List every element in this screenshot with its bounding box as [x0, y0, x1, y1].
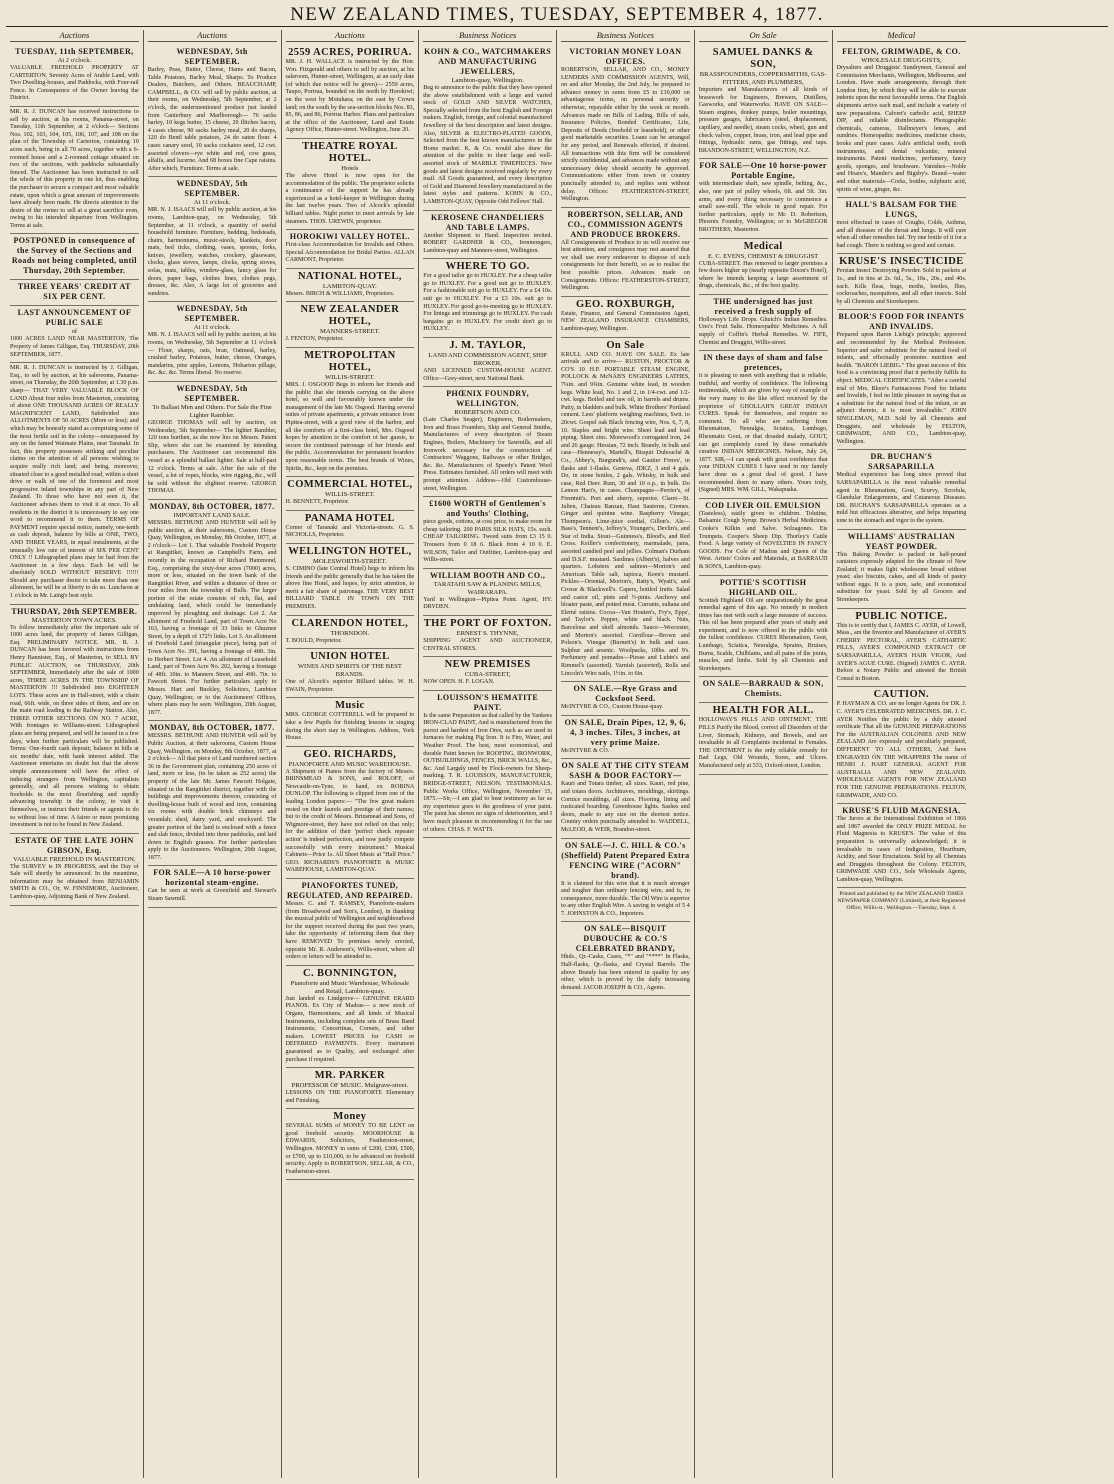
advertisement: [10, 306, 139, 363]
advertisement: [837, 804, 967, 888]
advertisement: [837, 450, 967, 529]
advertisement: [286, 649, 415, 698]
ad-body: Corner of Taranaki and Victoria-streets. G. S. NICHOLLS, Proprietor.: [285, 524, 415, 539]
ad-body: Messrs. C. and T. RAMSEY, Pianoforte-makers (from Broadwood and Son's, London), in thanking the musical public of Wellington and neighbourhood for the support received during the past two years, take the opportunity of informing them that they have REMOVED To premises newly erected, opposite Mr. R. Anderson's, Willis-street, where all orders or letters will be attended to.: [285, 901, 415, 961]
ad-subheading: MASTERTON TOWN ACRES.: [31, 616, 117, 624]
advertisement: [286, 544, 415, 616]
advertisement: [148, 866, 277, 907]
ad-subheading: At 11 o'clock.: [193, 324, 231, 332]
ad-heading: NATIONAL HOTEL,: [297, 270, 402, 282]
ad-body: AND LICENSED CUSTOM-HOUSE AGENT. Office—Grey-street, next National Bank.: [423, 368, 552, 382]
ad-body: Kauri and Totara timber, all sizes. Kauri, red pine, and totara doors. Architraves, mouldings, skirtings. Cornice mouldings, all sizes. Flooring, lining and rusticated boarding. Greenhouse lights. Sashes and doors, made to any size on the shortest notice. Country orders punctually attended to. WADDELL, McLEOD, & WEIR, Brandon-street.: [561, 781, 690, 833]
advertisement: [10, 605, 139, 834]
ad-body: MR. R. J. DUNCAN has received instructions to sell by auction, at his rooms, Panama-street, on Tuesday, 11th September, at 2 o'clock— Sections Nos. 102, 103, 104, 105, 106, 107, and 108 on the plan of the Township of Carterton, containing 10 acres each, being in all 70 acres, together with a 6-roomed house and a 2-roomed cottage situated on two of the sections, with paddocks substantially fenced. The Auctioneer has been instructed to sell the whole of this property in one lot, thus enabling the purchaser to secure a compact and most valuable estate, upon which a great amount of improvements have already been made. He directs attention to the desire of the owner to sell at a great sacrifice even, owing to his intended departure from Wellington. Terms at sale.: [10, 108, 139, 229]
ad-subheading: WILLIS-STREET.: [324, 491, 375, 499]
ad-body: A Shipment of Pianos from the factory of Messrs. BRINSMEAD & SONS, and ROLOFF, of Newcastle-on-Tyne, to hand, ex ROBINA DUNLOP. The following is clipped from one of the leading London papers:— "The few great makers rested on their laurels and prestige of their names; but to the credit of Messrs. Brinsmead and Sons, of Wigmore-street, they have not relied on that only; for the addition of their 'perfect check repeater action' is indeed perfection, and now justly compete successfully with every instrument." Musical Cabinets—Price 1s. All Sheet Music at "Half Price." GEO. RICHARDS'S PIANOFORTE & MUSIC WAREHOUSE, LAMBTON-QUAY.: [285, 768, 415, 874]
ad-heading: KEROSENE CHANDELIERS AND TABLE LAMPS.: [431, 212, 545, 232]
advertisement: [561, 839, 690, 923]
ad-subheading: Hotels: [341, 164, 359, 172]
ad-body: The Jurors at the International Exhibition of 1866 and 1867 awarded the ONLY PRIZE MEDAL for Fluid Magnesia to KRUSE'S. The value of this preparation is universally acknowledged; it is invaluable in cases of Indigestion, Heartburn, Acidity, and Sour Eructations. Sold by all Chemists and Druggists throughout the Colony. FELTON, GRIMWADE AND CO., Sole Wholesale Agents, Lambton-quay, Wellington.: [836, 816, 967, 883]
ad-body: Messrs. BIRCH & WILLIAMS, Proprietors.: [285, 290, 395, 297]
ad-body: McINTYRE & CO., Custom House-quay.: [561, 704, 664, 711]
ad-body: Hhds., Qr.-Casks, Cases, "*" and "****" In Flasks, Half-flasks, Qr.-flasks, and Crystal Barrels. The above Brandy has been entered in quality by any other, which is proved by the daily increasing demand. JACOB JOSEPH & CO., Agents.: [561, 954, 690, 991]
advertisement: [699, 351, 828, 499]
section-heading: Business Notices: [423, 30, 552, 42]
ad-body: Holloway's Life Drops. Ghutch's Indian Remedies. Uno's Fruit Salts. Homeopathic Medicines. A full supply of Coffin's Herbal Remedies. W. FIFE, Chemist and Druggist, Willis-street.: [698, 316, 828, 346]
advertisement: [10, 234, 139, 280]
ad-heading: C. BONNINGTON,: [302, 967, 397, 979]
ad-body: Medical experience has long since proved that SARSAPARILLA is the most valuable remedial agent in Rheumatism, Gout, Scurvy, Scrofula, Glandular Enlargements, and Cutaneous Diseases. DR. BUCHAN'S SARSAPARILLA operates as a mild but efficacious alterative, and helps imparting tone to the stomach and vigor to the system.: [836, 472, 967, 524]
ad-body: Scottish Highland Oil are unquestionably the great remedial agent of this age. No remedy in modern times has met with such a large measure of success. This oil has been prepared after years of study and experiment, and is now offered to the public with the fullest confidence. CURES Rheumatism, Gout, Lumbago, Sciatica, Neuralgia, Sprains, Bruises, Burns, Scalds, Chilblains, and all pains of the joints, muscles, and limbs. Sold by all Chemists and Storekeepers.: [698, 597, 828, 672]
advertisement: [423, 569, 552, 616]
ad-heading: PHŒNIX FOUNDRY, WELLINGTON.: [446, 389, 529, 409]
ad-subheading: VALUABLE FREEHOLD IN MASTERTON.: [13, 855, 136, 863]
ad-body: Another Shipment to Hand. Inspection invited. ROBERT GARDNER & CO., Ironmongers, Lambton-quay and Manners-street, Wellington.: [423, 232, 552, 254]
ad-heading: ROBERTSON, SELLAR, AND CO., COMMISSION AGENTS AND PRODUCE BROKERS.: [567, 209, 684, 239]
advertisement: [423, 338, 552, 387]
ad-heading: ON SALE AT THE CITY STEAM SASH & DOOR FACTORY—: [561, 761, 690, 781]
advertisement: [837, 687, 967, 804]
ad-heading: SAMUEL DANKS & SON,: [712, 47, 814, 70]
ad-body: SHIPPING AGENT AND AUCTIONEER, CENTRAL STORES.: [423, 637, 552, 652]
ad-body: it is pleasing to meet with anything that is reliable, truthful, and worthy of confidence. The following testimonials, which are given by way of example of the very many to the like effect received by the proprietor of GHOLLAH'S GREAT INDIAN CURES. Speak for themselves, and require no comment. To all who are suffering from Rheumatism, Neuralgia, Sciatica, Lumbago, Rheumatic Gout, or that dreaded malady, GOUT, can get completely cured by these remarkable curative INDIAN MEDICINES. Nelson, July 24, 1877. SIR,—I can speak with great confidence that your INDIAN CURES I have used in my family have done us a great deal of good. I have recommended them to many others. Yours truly, (Signed) MRS. WM. GILL, Wakapuaka.: [698, 373, 828, 494]
ad-heading: THE PORT OF FOXTON.: [423, 617, 552, 629]
ad-body: All Consignments of Produce to us will receive our best attention, and consignees may rest assured that we shall use every endeavour to dispose of such consignments for their benefit, so as to realise the best possible prices. Advances made on Consignments. Offices: FEATHERSTON-STREET, Wellington.: [561, 239, 690, 292]
advertisement: [837, 254, 967, 310]
ad-body: S. CIMINO (late Central Hotel) begs to inform his friends and the public generally that he has taken the above fine Hotel, and hopes, by strict attention, to merit a fair share of patronage. THE VERY BEST BILLIARD TABLE IN TOWN ON THE PREMISES.: [285, 565, 415, 610]
ad-body: MR. R. J. DUNCAN is instructed by J. Gilligan, Esq., to sell by auction, at his salerooms, Panama-street, on Thursday, the 20th September, at 1.30 p.m. sharp— THAT VERY VALUABLE BLOCK OF LAND About four miles from Masterton, consisting of about ONE THOUSAND ACRES OF REALLY MAGNIFICENT LAND, Subdivided into ALLOTMENTS OF 50 ACRES (More or less); and which may be honestly stated as comprising some of the most fertile soil in the colony—unsurpassed by any on the famed Waimate Plains, near Taranaki. In fact, this property possesses striking and peculiar claims on the attention of all persons wishing to acquire really rich land; and being, moreover, situated close to a good metalled road, within a short drive or walk of one of the foremost and most progressive inland townships in any part of New Zealand. To those who have not seen it, the Auctioneer advises them to visit it at once. To all residents in the district it is unnecessary to say one word to recommend it to them. TERMS OF PAYMENT require special notice, namely, one-tenth as cash deposit, balance by bills at ONE, TWO, AND THREE YEARS, in equal instalments, at the unusually low rate of interest of SIX PER CENT ONLY !! Lithographed plans may be had from the Auctioneer in a few days. Each lot will be absolutely SOLD WITHOUT RESERVE !!!!!! Should any purchaser desire to take more than one allotment, he will be at liberty to do so. Luncheon at 1 o'clock in Mr. Laing's best style.: [10, 365, 139, 600]
ad-heading: 2559 ACRES, PORIRUA.: [288, 47, 412, 58]
ad-heading: ON SALE.—Rye Grass and Cocksfoot Seed.: [573, 684, 678, 704]
ad-body: MR. N. J. ISAACS will sell by public auction, at his rooms, Lambton-quay, on Wednesday, 5th September, at 11 o'clock, a quantity of useful household furniture. Furniture, bedding, bedsteads, chairs, harmoniums, music-stools, blankets, door mats, bed ticks, clothing, vases, spoons, forks, knives, jewellery, watches, crockery, glassware, clocks, glass stoves, lamps, clocks, spring stoves, sofas, mats, tables, window-glass, fancy glass for doors, paper bags, clothes lines, clothes pegs, dresses, &c. Also, A large lot of groceries and sundries.: [147, 207, 277, 297]
advertisement: [423, 497, 552, 569]
advertisement: [286, 1109, 415, 1180]
ad-heading: PUBLIC NOTICE.: [855, 610, 948, 622]
advertisement: [699, 576, 828, 678]
advertisement: [286, 879, 415, 966]
ad-subheading: WINES AND SPIRITS OF THE BEST BRANDS.: [297, 663, 402, 679]
ad-heading: GEO. ROXBURGH,: [576, 298, 675, 310]
ad-heading: LOUISSON'S HEMATITE PAINT.: [437, 692, 539, 712]
ad-heading: Music: [335, 700, 365, 712]
advertisement: [837, 45, 967, 198]
advertisement: [286, 747, 415, 879]
advertisement: [423, 657, 552, 691]
ad-body: ROBERTSON, SELLAR, AND CO., MONEY LENDERS AND COMMISSION AGENTS, Will, on and after Monday, the 2nd July, be prepared to advance money in sums from £5 to £10,000 on advantageous terms, on personal security or otherwise, repayable either by the week or month. Advances made on Bills of Lading, Bills of sale, Insurance Policies, Bonded Certificates, Life, Deposits of Deeds (freehold or leasehold), or other good marketable securities. Loans can be arranged for any period, and Renewals effected, if desired. All transactions with this firm will be considered strictly confidential, and advances made without any unnecessary delay should security be approved. Communications either from town or country punctually attended to, and replies sent without delay. Offices: FEATHERSTON-STREET, Wellington.: [561, 67, 690, 203]
advertisement: [148, 382, 277, 500]
advertisement: [699, 677, 828, 703]
advertisement: [10, 45, 139, 107]
ad-body: most effectual in cases of Coughs, Colds, Asthma, and all diseases of the throat and lungs. It will cure when all other remedies fail. Try one bottle of it for a bad cough. There is nothing so good and certain.: [836, 220, 967, 249]
advertisement: [561, 759, 690, 838]
ad-heading: ON SALE, Drain Pipes, 12, 9, 6, 4, 3 inches. Tiles, 3 inches, at very prime Maize.: [564, 717, 687, 747]
ad-heading: HEALTH FOR ALL.: [712, 705, 814, 717]
ad-heading: ON SALE—J. C. HILL & CO.'s (Sheffield) Patent Prepared Extra FENCING WIRE ("ACORN" brand).: [561, 840, 690, 880]
advertisement: [148, 45, 277, 177]
ad-heading: PANAMA HOTEL: [304, 512, 395, 524]
advertisement: [699, 499, 828, 576]
ad-heading: POSTPONED in consequence of the Survey of the Sections and Roads not being completed, until Thursday, 20th September.: [11, 236, 137, 276]
ad-heading: WILLIAMS' AUSTRALIAN YEAST POWDER.: [847, 531, 956, 551]
advertisement: [286, 230, 415, 269]
ad-subheading: E. C. EVENS, CHEMIST & DRUGGIST: [708, 252, 819, 260]
ad-subheading: MOLESWORTH-STREET.: [313, 557, 387, 565]
ad-heading: FOR SALE—A 10 horse-power horizontal steam-engine.: [153, 868, 272, 888]
column-5: [557, 30, 695, 1478]
ad-heading: KRUSE'S FLUID MAGNESIA.: [842, 806, 961, 816]
advertisement: [286, 616, 415, 650]
advertisement: [699, 45, 828, 159]
column-4: [419, 30, 557, 1478]
ad-body: Can be seen at work at Greenfield and Stewart's Steam Sawmill.: [147, 888, 277, 903]
advertisement: [423, 211, 552, 260]
ad-heading: LAST ANNOUNCEMENT OF PUBLIC SALE: [17, 308, 132, 328]
ad-heading: ESTATE OF THE LATE JOHN GIBSON, Esq.: [15, 835, 134, 855]
advertisement: [423, 616, 552, 657]
ad-body: MR. N. J. ISAACS will sell by public auction, at his rooms, on Wednesday, 5th September at 11 o'clock— Flour, sharps, oats, bran, Oatmeal, barley, crushed barley, Potatoes, butter, cheese, Oranges, mandarins, pine apples, Lemons, Hobarton pillage, &c. &c. &c. Terms liberal. No reserve.: [147, 332, 277, 377]
ad-heading: Money: [333, 1111, 367, 1123]
ad-heading: VICTORIAN MONEY LOAN OFFICES.: [569, 47, 682, 66]
ad-subheading: MANNERS-STREET.: [319, 328, 380, 336]
ad-body: P. HAYMAN & CO. are no longer Agents for DR. J. C. AYER'S CELEBRATED MEDICINES. DR. J. C. AYER Notifies the public by a duly attested certificate That all the GENUINE PREPARATIONS For the AUSTRALIAN COLONIES AND NEW ZEALAND Are expressly and peculiarly prepared, DIFFERENT TO ALL OTHERS, And have ENGRAVED ON THE WRAPPERS The name of HENRI J. HART GENERAL AGENT FOR AUSTRALIA AND NEW ZEALAND. WHOLESALE AGENTS FOR NEW ZEALAND FOR THE GENUINE PREPARATIONS. FELTON, GRIMWADE, AND CO.: [836, 701, 967, 799]
ad-heading: IN these days of sham and false pretences,: [703, 353, 823, 373]
ad-body: MESSRS. BETHUNE AND HUNTER will sell by Public Auction, at their salerooms, Custom House Quay, Wellington, on Monday, 8th October, 1877, at 2 o'clock— All that piece of Land numbered section 36 in the Government plan, containing 250 acres of land, more or less, (to be taken as 252 acres) the property of the late Mr. James Fawcett Holgate, situated in the Rangitikei district, together with the buildings and improvements thereon, consisting of dwelling-house built of wood and iron, containing six rooms with double brick chimneys and verandah; shed, dairy yard, and stockyard. The greater portion of the land is enclosed with a fence and slab fence, divided into three paddocks, and laid down in English grasses. For further particulars apply to the Auctioneers. Wellington, 20th August, 1877.: [147, 733, 277, 861]
ad-body: Yard in Wellington—Pipitea Point. Agent, HY. DRYDEN.: [423, 596, 552, 611]
advertisement: [561, 45, 690, 208]
advertisement: [286, 45, 415, 139]
ad-subheading: LAND AND COMMISSION AGENT, SHIP BROKER,: [428, 352, 547, 368]
ad-subheading: Lambton-quay, Wellington.: [451, 77, 524, 84]
ad-body: Estate, Finance, and General Commission Agent, NEW ZEALAND INSURANCE CHAMBERS, Lambton-quay, Wellington.: [561, 310, 690, 333]
ad-heading: THREE YEARS' CREDIT AT SIX PER CENT.: [17, 282, 131, 302]
ad-subheading: PIANOFORTE AND MUSIC WAREHOUSE.: [288, 760, 412, 768]
ad-heading: NEW PREMISES: [444, 659, 531, 671]
ad-heading: MONDAY, 8th OCTOBER, 1877.: [149, 723, 275, 733]
advertisement: [10, 107, 139, 235]
advertisement: [286, 698, 415, 746]
ad-body: Prepared upon Baron Liebig's principle; approved and recommended by the Medical Profession. Superior and safer substitute for the natural food of infants, and effectually promotes nutrition and health. "BARON LIEBIG." The great success of this food is a convincing proof that it perfectly fulfils its object. MEDICAL CERTIFICATES. "After a careful trial of Mrs. Bloor's Farinaceous Food for Infants and Invalids, I feel no little pleasure in saying that as a substitute for the natural food of the infant, or an adjunct thereto, it is most invaluable." JOHN SINGLEMAN, M.D. Sold by all Chemists and Druggists, and wholesale by FELTON, GRIMWADE, AND CO., Lambton-quay, Wellington.: [836, 332, 967, 445]
advertisement: [423, 259, 552, 338]
ad-body: McINTYRE & CO.: [561, 747, 610, 754]
section-heading: Auctions: [286, 30, 415, 42]
ad-body: (Tasteless), easily given to children. Tolutine, Balsamic Cough Syrup. Brown's Herbal Medicines. Cooke's Kilkin and Salve. Solzagones. Eis Trumpets. Cooper's Sheep Dip. Thorley's Cattle Food. A large variety of NOVELTIES IN FANCY GOODS. For Cole of Madras and Queen of the West. Artists' Colors and Materials, at BARRAUD & SON'S, Lambton-quay.: [698, 510, 828, 570]
ad-subheading: At 11 o'clock.: [193, 199, 231, 207]
advertisement: [699, 239, 828, 295]
column-1: [6, 30, 144, 1478]
ad-heading: UNION HOTEL: [310, 651, 390, 663]
ad-heading: DR. BUCHAN'S SARSAPARILLA: [868, 452, 935, 472]
advertisement: [699, 295, 828, 351]
ad-heading: WEDNESDAY, 5th SEPTEMBER.: [176, 384, 248, 403]
ad-subheading: PROFESSOR OF MUSIC. Mulgrave-street.: [291, 1082, 409, 1090]
ad-heading: MONDAY, 8th OCTOBER, 1877.: [149, 501, 275, 511]
column-6: [695, 30, 833, 1478]
ad-body: MRS. J. OSGOOD Begs to inform her friends and the public that she intends carrying on the above hotel, so well and favourably known under the management of the late Mr. Osgood. Having several suites of private apartments, a private entrance from Pipitea-street, with a good view of the harbor, and all the comforts of a first-class hotel, Mrs. Osgood hopes by attention to the comfort of her guests, to secure the continued patronage of her friends and the public. Accommodation for permanent boarders upon reasonable terms. The best brands of Wines, Spirits, &c., kept on the premises.: [285, 382, 415, 472]
ad-subheading: ERNEST S. THYNNE,: [456, 629, 519, 637]
section-heading: Auctions: [10, 30, 139, 42]
ad-body: KRULL AND CO. HAVE ON SALE. Ex late arrivals and to arrive— RUSTON, PROCTOR & CO'S 10 H.P. PORTABLE STEAM ENGINE, POLLOCK & McNAB'S ENGINEERS LATHES, 7¼in. and 9¾in. Genuine white lead, in wooden kegs. White lead, No. 1 and 2, in 1/4-cwt. and 1/2-cwt. kegs. Boiled and raw oil, in barrels and drums. Putty, in bladders and bulk. White Brothers' Portland cement. Lees' platform weighing machines, Swtt. to 20cwt. Gospel oak Black fencing wire, Nos. 6, 7, 8, 10. Staples and bright wire. Sheet lead and lead piping. Sheet zinc. Morewood's corrugated iron, 24 and 26 gauge. Hessian, 72 inch. Brandy, in bulk and case—Hennessy's, Martell's, Bisquit Dubouché & Co., Abbey's, Burgundi's, and Gautier Freres', in flasks and 1-flasks. Geneva, JDKZ, 3 and 4 gals. Do, in stone bottles, 2 gals. Whisky, in bulk and case, Red Deer. Rum, 30 and 10 o.p., in bulk. Do Lemon Hart's, in cases. Champagne—Perrier's, of Fremmit's. Port and sherry, superior. Claret—St. Julien, Chateau Ranzan, Haut Sauterne, Cremes. Ginger and quinine wine. Raspberry Vinegar, Thompson's. Lime-juice cordial, Gillon's. Ale—Bass's, Tennent's, Jeffrey's, Younger's, Devlin's, and Star of India. Stout—Guinness's, Blood's, and Red Cross. Keiller's confectionery, marmalade, jams, assorted candied peel and jellies. Colman's Durham and D.S.F. mustard. Sardines (Albert's), halves and quarters. Lobsters and salmon—Morton's and American. Table salt, tapioca, Keen's mustard. Pickles—Oriental, Morton's, Batty's, Wyatt's, and Crosse & Blackwell's. Capers, bottled fruits. Salad and castor oil, pints and ½-pints. Anchovy and bloater paste, and potted meat. Currants, sultana and Elemé raisins. Cocoa—Van Houten's, Fry's, Epps', and Taylor's. Pepper, white and black. Nuts, Barcelona and shell almonds. Sauce—Worcester, and Morton's assorted. Cornflour—Brown and Polson's. Vinegar (Burnett's) in bulk and case. Sulphur and arsenic. Woolpacks, 10lbs. and 9's. Perfumery and pomades—Piesse and Lubin's and Rimmel's (assorted). Varnish (assorted), Rolls and Lincoln's Wire nails, 1½in. to 6in.: [561, 351, 690, 677]
advertisement: [286, 348, 415, 477]
ad-heading: WEDNESDAY, 5th SEPTEMBER.: [176, 304, 248, 324]
ad-subheading: TARATAHI SAW & PLANING MILLS, WAIRARAPA.: [433, 580, 542, 596]
advertisement: [423, 45, 552, 211]
ad-subheading: LAMBTON-QUAY.: [322, 282, 377, 290]
ad-heading: TUESDAY, 11th SEPTEMBER,: [15, 47, 134, 56]
masthead: NEW ZEALAND TIMES, TUESDAY, SEPTEMBER 4, 1877.: [6, 4, 1108, 27]
ad-body: SEVERAL SUMS of MONEY TO BE LENT on good freehold security. MOORHOUSE & EDWARDS, Solicitors, Featherston-street, Wellington. MONEY in sums of £200, £300, £500, or £700, up to £10,000, to be advanced on freehold security. Apply to ROBERTSON, SELLAR, & CO., Featherston-street.: [285, 1123, 415, 1175]
ad-subheading: BRASSFOUNDERS, COPPERSMITHS, GAS-FITTERS, AND PLUMBERS,: [699, 71, 827, 86]
ad-heading: BLOOR'S FOOD FOR INFANTS AND INVALIDS.: [838, 312, 965, 332]
advertisement: [286, 269, 415, 303]
ad-heading: HALL'S BALSAM FOR THE LUNGS,: [845, 200, 958, 220]
section-heading: Business Notices: [561, 30, 690, 42]
ad-body: Persian Insect Destroying Powder. Sold in packets at 1s., and in tins at 2s. 6d., 5s., 10s., 20s., and 40s. each. Kills fleas, bugs, moths, beetles, flies, cockroaches, mosquitoes, and all other insects. Sold by all Chemists and Storekeepers.: [836, 268, 967, 305]
section-heading: On Sale: [699, 30, 828, 42]
ad-body: MR. J. H. WALLACE is instructed by the Hon. Wm. Fitzgerald and others to sell by auction, at his saleroom, Hunter-street, Wellington, at an early date (of which due notice will be given)— 2559 acres, Taupo, Porirua, bounded on the north by Horokiwi; on the west by Motuhara; on the east by Crown land; on the south by the sea-section blocks Nos. 83, 85, 86, and 86, Porirua Harbor. Plans and particulars at the office of the Auctioneer, Land and Estate Agency Office, Hunter-street. Wellington, June 20.: [285, 59, 415, 134]
ad-body: MRS. GEORGE COTTERELL will be prepared to take a few Pupils for finishing lessons in singing during the short stay in Wellington. Address, York House.: [285, 712, 415, 742]
ad-body: This is to certify that I, JAMES C. AYER, of Lowell, Mass., am the Inventor and Manufacturer of AYER'S CHERRY PECTORAL, AYER'S CATHARTIC PILLS, AYER'S COMPOUND EXTRACT OF SARSAPARILLA, AYER'S HAIR VIGOR, And AYER'S AGUE CURE. (Signed) JAMES C. AYER. Before a Notary Public and attested the British Consul in Boston.: [836, 622, 967, 682]
ad-heading: WEDNESDAY, 5th SEPTEMBER.: [176, 179, 248, 199]
ad-heading: KOHN & CO., WATCHMAKERS AND MANUFACTURING JEWELLERS,: [424, 47, 552, 76]
advertisement: [561, 922, 690, 996]
advertisement: [837, 310, 967, 450]
ad-heading: HOROKIWI VALLEY HOTEL.: [289, 232, 410, 242]
advertisement: [286, 302, 415, 348]
ad-subheading: of: [71, 328, 78, 336]
ad-body: Just landed ex Lindgrove— GENUINE ERARD PIANOS. Ex City of Madras— a new stock of Organs, Harmoniums, and all kinds of Musical Instruments, including complete sets of Brass Band Instruments; Concertinas, Cornets, and other makers. LOWEST PRICES for CASH or DEFERRED PAYMENTS. Every instrument guaranteed as to Quality, and exchanged after purchase if required.: [285, 995, 415, 1063]
advertisement: [837, 609, 967, 688]
ad-subheading: WILLIS-STREET.: [324, 374, 375, 382]
ad-body: GEORGE THOMAS will sell by auction, on Wednesday, 5th September— The lighter Rambler, 120 tons burthen, as she now lies on Messrs. Patent Slip, where she can be examined by intending purchasers. The Auctioneer can recommend this vessel as a splendid ballast lighter. Sale at half-past 12 o'clock. Terms at sale. After the sale of the vessel, a lot of ropes, blocks, wire rigging, &c., will be sold without the slightest reserve. GEORGE THOMAS.: [147, 420, 277, 495]
advertisement: [10, 834, 139, 906]
ad-heading: THURSDAY, 20th SEPTEMBER.: [11, 606, 138, 616]
advertisement: [561, 716, 690, 760]
printer-imprint: Printed and published by the NEW ZEALAND TIMES NEWSPAPER COMPANY (Limited), at their Registered Office, Willis-st., Wellington.—Tuesday, Sept. 4.: [837, 891, 966, 912]
ad-heading: POTTIE'S SCOTTISH HIGHLAND OIL.: [719, 577, 807, 597]
columns-container: [6, 30, 1108, 1478]
ad-body: HOLLOWAY'S PILLS AND OINTMENT. THE PILLS Purify the Blood, correct all Disorders of the Liver, Stomach, Kidneys, and Bowels, and are invaluable in all Complaints incidental to Females. THE OINTMENT is the only reliable remedy for Bad Legs, Old Wounds, Sores, and Ulcers. Manufactured only at 533, Oxford-street, London.: [698, 717, 828, 769]
advertisement: [699, 703, 828, 774]
ad-body: The SURVEY is IN PROGRESS, and the Day of Sale will shortly be announced. In the meantime, information may be obtained from BENJAMIN SMITH & CO., Or, W. FINNIMORE, Auctioneer, Lambton-quay, Adjoining Bank of New Zealand.: [10, 863, 139, 901]
ad-heading: THE undersigned has just received a fresh supply of: [713, 296, 813, 316]
ad-subheading: Pianoforte and Music Warehouse, Wholesale and Retail, Lambton-quay.: [290, 979, 410, 995]
ad-heading: ON SALE—BARRAUD & SON, Chemists.: [702, 679, 824, 699]
ad-heading: COMMERCIAL HOTEL,: [287, 479, 413, 491]
section-heading: Medical: [837, 30, 967, 42]
advertisement: [837, 530, 967, 609]
column-2: [144, 30, 282, 1478]
advertisement: [286, 511, 415, 544]
advertisement: [561, 338, 690, 683]
advertisement: [561, 297, 690, 338]
ad-body: MESSRS. BETHUNE AND HUNTER will sell by public auction, at their salerooms, Custom House Quay, Wellington, on Monday, 8th October, 1877, at 2 o'clock— Lot 1. That valuable Freehold Property at Rangitikei, known as Campbell's Farm, and recently in the occupation of Richard Hammond, Esq., comprising the sixty-four acres (7000) acres, more or less, situated on the town bank of the Rangitikei River, and within a distance of three or four miles from the township of Bulls. The larger portion of the estate consists of rich, flat, and undulating land, which could be immediately improved by ploughing and drainage. Lot 2. An allotment of Freehold Land, part of Town Acre No 163, having a frontage of 33 links to Ghuznee Street, by a depth of 172½ links. Lot 3. An allotment of Freehold Land (triangular piece), being part of Town Acre No. 391, having a frontage of 48ft. 3in. to Herbert Street. Lot 4. An allotment of Leasehold Land, part of Town Acre No. 202, having a frontage of 48ft. 10in. to Manners Street, and 49ft. 7in. to Fawcett Street. For further particulars apply to Messrs. Hart and Buckley, Solicitors, Lambton Quay, Wellington; or to the Auctioneers' Offices, where plans may be seen. Wellington, 20th August, 1877.: [147, 519, 277, 716]
advertisement: [10, 363, 139, 604]
ad-heading: THEATRE ROYAL HOTEL.: [302, 140, 398, 164]
ad-heading: COD LIVER OIL EMULSION: [705, 500, 821, 510]
ad-heading: WILLIAM BOOTH AND CO.,: [429, 570, 546, 580]
ad-body: T. BOULD, Proprietor.: [285, 637, 342, 644]
advertisement: [10, 280, 139, 306]
column-3: [282, 30, 420, 1478]
advertisement: [699, 159, 828, 238]
ad-body: H. BENNETT, Proprietor.: [285, 499, 350, 506]
advertisement: [423, 387, 552, 497]
advertisement: [148, 302, 277, 382]
advertisement: [286, 1068, 415, 1109]
advertisement: [148, 721, 277, 866]
ad-body: Drysalters and Druggists' Sundrymen, General and Commission Merchants, Wellington, Melbourne, and London. Have made arrangements, through their London firm, by which they will be able to execute indents upon the most favourable terms. Our English shipments arrive each mail, and include a variety of new preparations. Calvert's carbolic acid, SHEEP DIP, and reliable disinfectants. Photographic chemicals, cameras, Dallmeyer's lenses, and sundries. Homeopathic medicines, medicine chests, books and pure cases. Ash's artificial teeth, tooth instruments, and dental vulcanite, mineral instruments. Patent medicines, perfumery, fancy goods, sponges, and brushware. Vanishes—Noble and Hoare's, Mander's and Bigsby's. Brand—water and other materials—Corks, bottles, sulphuric acid, spirits of wine, ginger, &c.: [836, 65, 967, 193]
ad-body: First-class Accommodation for Invalids and Others. Special Accommodation for Bridal Parties. ALLAN CARMONT, Proprietor.: [285, 242, 415, 264]
advertisement: [148, 177, 277, 302]
advertisement: [561, 682, 690, 716]
ad-body: For a good tailor go to HUXLEY. For a cheap tailor go to HUXLEY. For a good suit go to HUXLEY. For a fashionable suit go to HUXLEY. For a £4 10s. suit go to HUXLEY. For a £3 10s. suit go to HUXLEY. For good go-to-meeting go to HUXLEY. For linings and trimmings go to HUXLEY. For cash bargains go to HUXLEY. For credit don't go to HUXLEY.: [423, 273, 552, 333]
advertisement: [286, 966, 415, 1068]
ad-body: The above Hotel is now open for the accommodation of the public. The proprietor solicits a continuance of the support he has already experienced as a hotel-keeper in Wellington during the last twelve years. Two of Alcock's splendid billiard tables. Night porter to meet arrivals by late steamers. THOS. UREWIN, proprietor.: [285, 172, 415, 225]
advertisement: [286, 477, 415, 511]
ad-body: LESSONS ON THE PIANOFORTE Elementary and Finishing.: [285, 1090, 415, 1104]
advertisement: [837, 198, 967, 254]
ad-subheading: WHOLESALE DRUGGISTS,: [861, 57, 942, 64]
ad-body: with intermediate shaft, saw spindle, belting, &c., also, one pair of pulley wheels, 6ft. and 5ft. 3in. arms, and every thing necessary to commence a small saw-mill. The whole in good repair. For further particulars, apply to Mr. D. Robertson, Phoenix Foundry, Wellington; or to McGREGOR BROTHERS, Masterton.: [698, 181, 828, 233]
advertisement: [148, 500, 277, 721]
column-7: [833, 30, 971, 1478]
ad-body: Barley, Peas, Butter, Cheese, Hams and Bacon, Table Potatoes, Barley Meal, Sharps. To Produce Dealers, Butchers, and Others. BEAUCHAMP, CAMPBELL, & CO. will sell by public auction, at their rooms, on Wednesday, 5th September, at 2 o'clock, the undermentioned produce just landed from Canterbury and Marlborough— 76 sacks barley, 10 kegs butter, 15 cheese, 20 flitches bacon, 4 cases cheese, 90 sacks barley meal, 20 do sharps, 120 do Bentl table potatoes, 24 do oaten flour. 4 cases canary seed, 10 sacks cockatoo seed, 12 cwt. assorted clovers—rye white and red, cow grass, alfalfa, and lucerne. And 68 boxes fine Cape raisins. After which, Furniture. Terms at sale.: [147, 67, 277, 172]
ad-body: J. FENTON, Proprietor.: [285, 336, 344, 343]
ad-heading: KRUSE'S INSECTICIDE: [839, 256, 964, 268]
ad-heading: WHERE TO GO.: [445, 261, 530, 273]
ad-heading: METROPOLITAN HOTEL,: [304, 350, 396, 374]
ad-body: Is the same Preparation as that called by the Yankees IRON-CLAD PAINT, And is manufactured from the purest and hardest of Iron Ores, such as are used in furnaces for making Pig Iron. It is Fire, Water, and Weather Proof. The best, most economical, and durable Paint known for ROOFING, IRONWORK, OUTBUILDINGS, FENCES, BRICK WALLS, &c., &c. And Largely used by Flock-owners for Sheep-marking. T. R. LOUISSON, MANUFACTURER, BRIDGE-STREET, NELSON. TESTIMONIALS. Public Works Office, Wellington, November 15, 1875.—Sir,—I am glad to bear testimony as far as my experience goes to the goodness of your paint. The paint has shown no signs of deterioration, and I have much pleasure in recommending it for the use of others. CHAS. F. WATTS.: [423, 712, 552, 833]
ad-subheading: THORNDON.: [330, 629, 370, 637]
section-heading: Auctions: [148, 30, 277, 42]
ad-heading: FELTON, GRIMWADE, & CO.: [842, 47, 961, 56]
ad-body: To follow immediately after the important sale of 1000 acres land, the property of James Gilligan, Esq. PRELIMINARY NOTICE. MR. R. J. DUNCAN has been favored with instructions from Henry Bannister, Esq., of Masterton, to SELL BY PUBLIC AUCTION, on THURSDAY, 20th SEPTEMBER, Immediately after the sale of 1000 acres, THREE ACRES IN THE TOWNSHIP OF MASTERTON !!! Subdivided into EIGHTEEN LOTS. These acres are in Hall-street, with a chain road, 66ft. wide, on three sides of them, and are on the main road leading to the Railway Station. Also, THREE OTHER SECTIONS ON NO. 7 ACRE, With frontages to Williams-street. Lithographed plans are being prepared, and will be issued in a few days, when further particulars will be published. Terms: One-fourth cash deposit; balance in bills at six months' date, with bank interest added. The Auctioneer entertains no doubt but that the above simple announcement will have the effect of inducing strangers from Wellington, capitalists generally, and all persons wishing to obtain freeholds in the most flourishing and rapidly advancing township in the colony, to visit it themselves, or instruct their friends or agents to do so without loss of time. A fairer or more promising investment is not to be found in New Zealand.: [10, 624, 139, 829]
advertisement: [423, 691, 552, 839]
ad-body: piece goods, cottons, at cost price, to make room for cheap tailoring. 200 PARIS SILK HATS, 15s. each. CHEAP TAILORING. Tweed suits from £3 15 0. Trousers from 0 18 6. Black from 4 10 0. E. WILSON, Tailor and Outfitter, Lambton-quay and Willis-street.: [423, 519, 552, 564]
ad-body: CUBA-STREET. Has removed to larger premises a few doors higher up (nearly opposite Dixon's Hotel), where he intends keeping a large assortment of drugs, chemicals, &c., of the best quality.: [698, 260, 828, 290]
ad-subheading: At 2 o'clock.: [57, 57, 92, 64]
ad-heading: GEO. RICHARDS,: [303, 748, 397, 760]
ad-body: Beg to announce to the public that they have opened the above establishment with a large and varied stock of GOLD AND SILVER WATCHES, Specially selected from the best English and Foreign makers. English, foreign, and colonial manufactured Jewellery of the best description and latest designs. Also, SILVER & ELECTRO-PLATED GOODS, Selected from the best known manufacturers in the Home market. K. & Co. would also draw the attention of the public to their large and well-assorted stock of MARBLE TIMEPIECES. New goods and latest designs received regularly by every mail. All Goods guaranteed, and every description of Gold and Diamond Jewellery manufactured in the latest styles and patterns. KOHN & CO., LAMBTON-QUAY, Opposite Odd Fellows' Hall.: [423, 85, 552, 205]
ad-subheading: CUBA-STREET,: [464, 671, 511, 679]
ad-heading: CAUTION.: [873, 689, 930, 701]
ad-heading: CLARENDON HOTEL,: [291, 617, 409, 629]
ad-body: 1000 ACRES LAND NEAR MASTERTON, The Property of James Gilligan, Esq. THURSDAY, 20th SEPTEMBER, 1877.: [10, 336, 139, 358]
ad-body: Importers and Manufacturers of all kinds of brasswork for Engineers, Brewers, Distillers, Gasworks, and Waterworks. HAVE ON SALE— Steam engines, donkey pumps, boiler mountings, pressure gauges, lubricators (steel, displacement, capillary, and needle), steam cocks, wheel, gun and check valves, copper, brass, iron, and lead pipe and fittings, hydraulic rams, gas fittings, and taps. BRANDON-STREET, WELLINGTON, N.Z.: [698, 87, 828, 154]
ad-heading: Medical: [743, 240, 783, 252]
ad-heading: MR. PARKER: [314, 1070, 386, 1082]
ad-heading: NEW ZEALANDER HOTEL,: [300, 304, 400, 328]
ad-heading: WEDNESDAY, 5th SEPTEMBER.: [176, 47, 248, 66]
ad-body: It is claimed for this wire that it is much stronger and tougher than ordinary fencing wire, and is, in consequence, more durable. The Oil Wire is superior to any other English Wire. A saving in weight of 5 4 7. JOHNSTON & CO., Importers.: [561, 880, 690, 917]
ad-subheading: To Ballast Men and Others. For Sale the Fine Lighter Rambler.: [152, 404, 272, 419]
ad-heading: FOR SALE—One 10 horse-power Portable Engine,: [699, 161, 827, 181]
ad-body: One of Alcock's superior Billiard tables. W. H. SWAIN, Proprietor.: [285, 679, 415, 693]
ad-heading: ON SALE—BISQUIT DUBOUCHE & CO.'S CELEBRATED BRANDY,: [575, 924, 675, 954]
ad-body: (Late Charles Seager), Engineers, Boilermakers, Iron and Brass Founders, Ship and General Smiths, Manufacturers of every description of Steam Engines, Boilers, Machinery for Sawmills, and all Ironwork necessary for the construction of Contractors' Waggons, Railways or other Bridges, &c. &c. Manufacturers of Speedy's Patent Wool Press. Estimates furnished. All orders will meet with prompt attention. Address—Old Customhouse-street, Wellington.: [423, 417, 552, 492]
ad-body: VALUABLE FREEHOLD PROPERTY AT CARTERTON. Seventy Acres of Arable Land, with Two Dwelling-houses, and Paddocks, with Four-rail Fence. In Consequence of the Owner leaving the District.: [10, 65, 139, 102]
ad-heading: £1600 WORTH of Gentlemen's and Youths' Clothing,: [429, 499, 547, 519]
ad-heading: On Sale: [606, 339, 645, 351]
ad-subheading: ROBERTSON AND CO.: [454, 409, 522, 417]
advertisement: [286, 139, 415, 230]
ad-heading: WELLINGTON HOTEL,: [288, 545, 412, 557]
ad-heading: PIANOFORTES TUNED, REGULATED, AND REPAIRED.: [286, 881, 413, 900]
ad-heading: J. M. TAYLOR,: [449, 340, 526, 352]
ad-body: NOW OPEN. H. F. LOGAN.: [423, 679, 495, 686]
advertisement: [561, 208, 690, 297]
ad-subheading: IMPORTANT LAND SALE.: [173, 511, 251, 519]
ad-body: This Baking Powder is packed in half-pound canisters expressly adapted for the climate of New Zealand; it makes light wholesome bread without yeast; also biscuits, cakes, and all kinds of pastry without eggs. It is a pure, safe, and economical substitute for yeast. Sold by all Grocers and Storekeepers.: [836, 551, 967, 604]
